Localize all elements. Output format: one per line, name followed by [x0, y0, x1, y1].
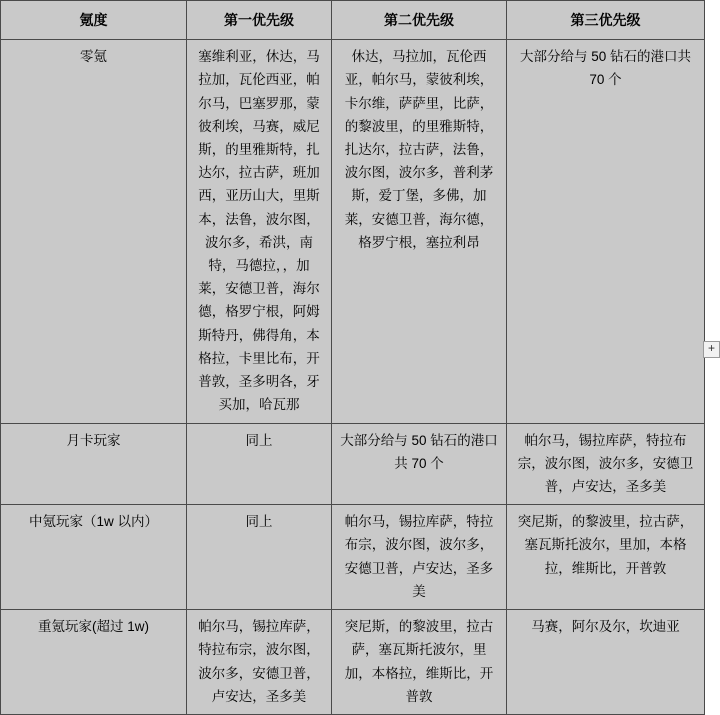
- cell-priority-2: 帕尔马，锡拉库萨，特拉布宗，波尔图，波尔多，安德卫普，卢安达，圣多美: [332, 505, 507, 610]
- table-row: [1, 610, 705, 715]
- cell-priority-2: 大部分给与 50 钻石的港口共 70 个: [332, 423, 507, 505]
- column-header-level: 氪度: [1, 1, 187, 40]
- cell-priority-1: 同上: [187, 423, 332, 505]
- cell-priority-2: 休达，马拉加，瓦伦西亚，帕尔马，蒙彼利埃，卡尔维，萨萨里，比萨，的黎波里，的里雅斯特，扎达尔，拉古萨，法鲁，波尔图，波尔多，普利茅斯，爱丁堡，多佛，加莱，安德卫普，海尔德，格罗宁根，塞拉利昂: [332, 40, 507, 424]
- cell-priority-2: 突尼斯，的黎波里，拉古萨，塞瓦斯托波尔，里加，本格拉，维斯比，开普敦: [332, 610, 507, 715]
- cell-priority-3: 大部分给与 50 钻石的港口共 70 个: [507, 40, 705, 424]
- table-header-row: [1, 1, 705, 40]
- table-row: [1, 505, 705, 610]
- row-label: 月卡玩家: [1, 423, 187, 505]
- table-row: [1, 40, 705, 424]
- cell-priority-1: 塞维利亚，休达，马拉加，瓦伦西亚，帕尔马，巴塞罗那，蒙彼利埃，马赛，威尼斯，的里雅斯特，扎达尔，拉古萨，班加西，亚历山大，里斯本，法鲁，波尔图，波尔多，希洪，南特，马德拉，，加莱，安德卫普，海尔德，格罗宁根，阿姆斯特丹，佛得角，本格拉，卡里比布，开普敦，圣多明各，牙买加，哈瓦那: [187, 40, 332, 424]
- cell-priority-3: 帕尔马，锡拉库萨，特拉布宗，波尔图，波尔多，安德卫普，卢安达，圣多美: [507, 423, 705, 505]
- row-label: 零氪: [1, 40, 187, 424]
- row-label: 重氪玩家(超过 1w): [1, 610, 187, 715]
- table-row: [1, 423, 705, 505]
- expand-column-button[interactable]: +: [703, 341, 720, 358]
- cell-priority-1: 帕尔马，锡拉库萨，特拉布宗，波尔图，波尔多，安德卫普，卢安达，圣多美: [187, 610, 332, 715]
- column-header-priority-2: 第二优先级: [332, 1, 507, 40]
- cell-priority-1: 同上: [187, 505, 332, 610]
- cell-priority-3: 马赛，阿尔及尔，坎迪亚: [507, 610, 705, 715]
- row-label: 中氪玩家（1w 以内）: [1, 505, 187, 610]
- cell-priority-3: 突尼斯，的黎波里，拉古萨，塞瓦斯托波尔，里加，本格拉，维斯比，开普敦: [507, 505, 705, 610]
- column-header-priority-3: 第三优先级: [507, 1, 705, 40]
- column-header-priority-1: 第一优先级: [187, 1, 332, 40]
